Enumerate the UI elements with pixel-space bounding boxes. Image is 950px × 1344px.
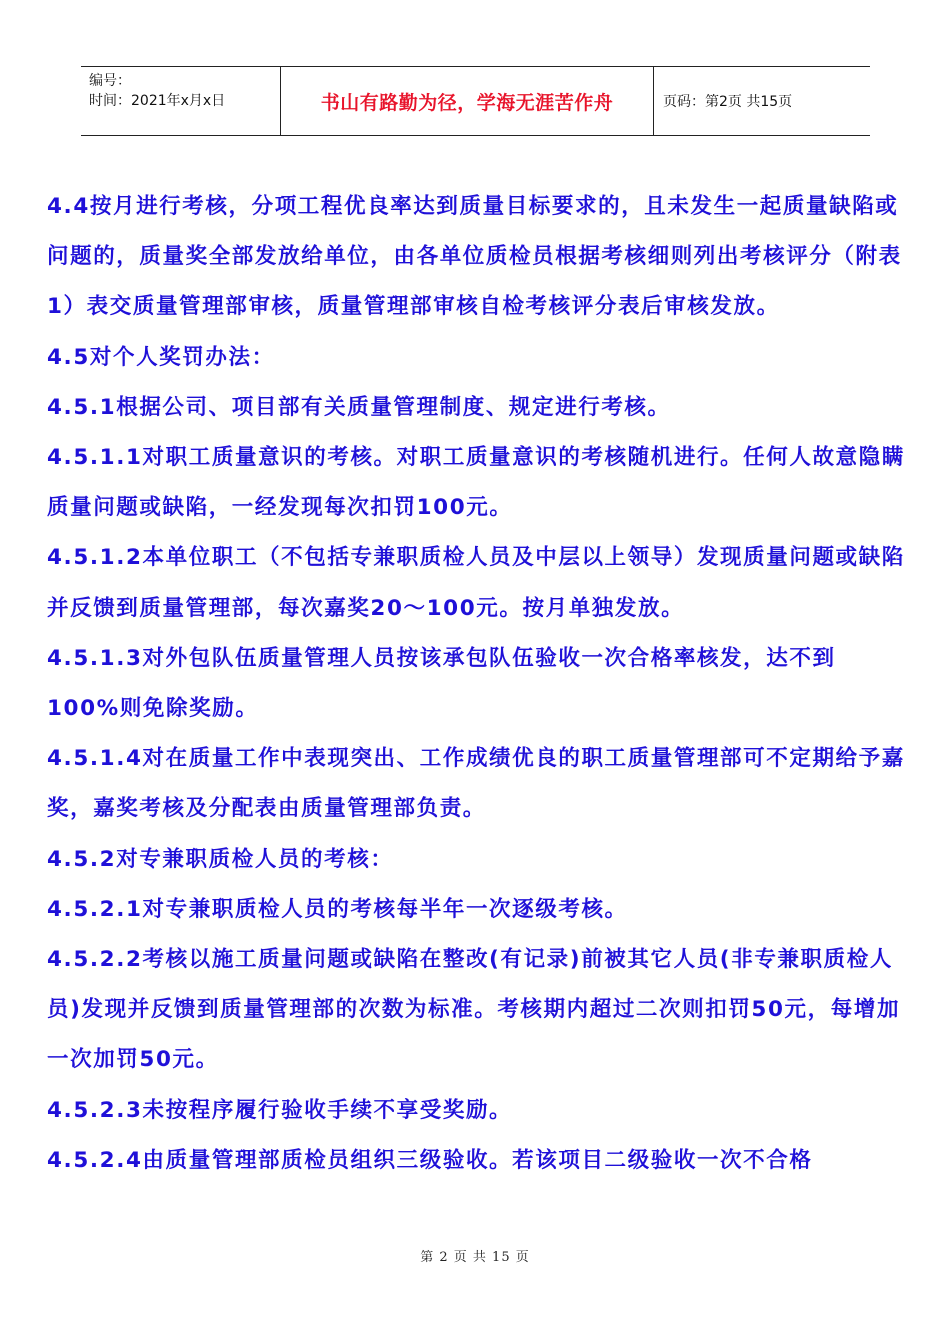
paragraph: 4.5.1.1对职工质量意识的考核。对职工质量意识的考核随机进行。任何人故意隐瞒质量问题或缺陷，一经发现每次扣罚100元。 [47,445,905,521]
header-page-info: 页码：第2页 共15页 [663,94,793,110]
page-footer: 第 2 页 共 15 页 [420,1250,530,1265]
header-meta [81,67,281,135]
document-body [47,182,905,1186]
paragraph: 4.5.2.1对专兼职质检人员的考核每半年一次逐级考核。 [47,896,628,922]
paragraph: 4.5.2.3未按程序履行验收手续不享受奖励。 [47,1097,513,1123]
number-label: 编号： [89,73,131,89]
paragraph: 4.5.1根据公司、项目部有关质量管理制度、规定进行考核。 [47,394,671,420]
paragraph: 4.5.1.3对外包队伍质量管理人员按该承包队伍验收一次合格率核发，达不到100%则免除奖励。 [47,645,836,722]
time-label: 时间：2021年x月x日 [89,93,226,109]
paragraph: 4.5.1.4对在质量工作中表现突出、工作成绩优良的职工质量管理部可不定期给予嘉奖，嘉奖考核及分配表由质量管理部负责。 [47,746,905,822]
paragraph: 4.4按月进行考核，分项工程优良率达到质量目标要求的，且未发生一起质量缺陷或问题的，质量奖全部发放给单位，由各单位质检员根据考核细则列出考核评分（附表1）表交质量管理部审核，质量管理部审核自检考核评分表后审核发放。 [47,194,902,320]
header-page-info-cell [654,67,870,135]
header-motto: 书山有路勤为径，学海无涯苦作舟 [320,91,614,114]
paragraph: 4.5对个人奖罚办法： [47,344,275,370]
page-header [81,66,870,136]
paragraph: 4.5.2.2考核以施工质量问题或缺陷在整改(有记录)前被其它人员(非专兼职质检人员)发现并反馈到质量管理部的次数为标准。考核期内超过二次则扣罚50元，每增加一次加罚50元。 [47,947,901,1073]
paragraph: 4.5.2.4由质量管理部质检员组织三级验收。若该项目二级验收一次不合格 [47,1147,813,1173]
paragraph: 4.5.1.2本单位职工（不包括专兼职质检人员及中层以上领导）发现质量问题或缺陷并反馈到质量管理部，每次嘉奖20～100元。按月单独发放。 [47,545,905,621]
paragraph: 4.5.2对专兼职质检人员的考核： [47,846,394,872]
header-motto-cell [281,67,654,135]
